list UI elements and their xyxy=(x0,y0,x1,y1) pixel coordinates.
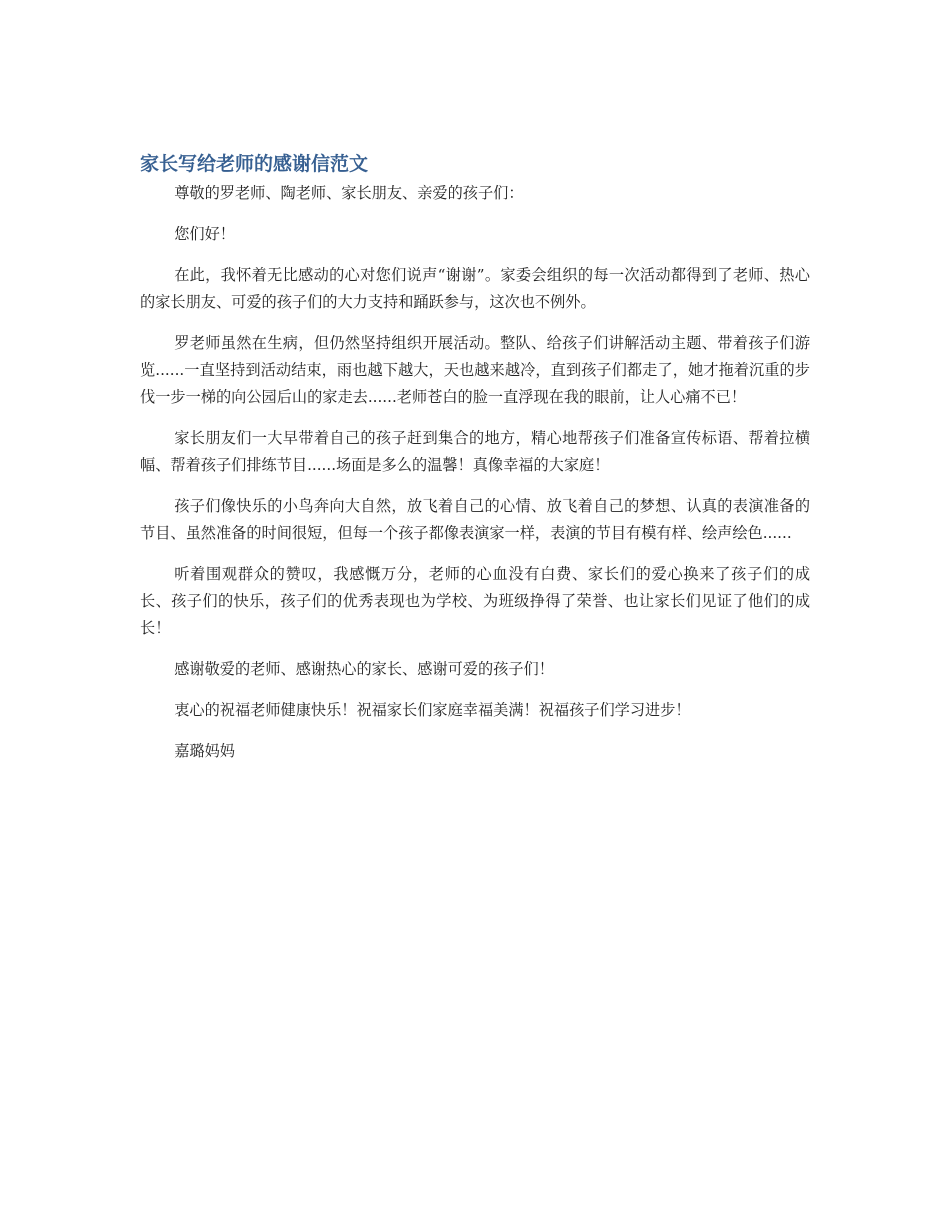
document-title: 家长写给老师的感谢信范文 xyxy=(140,153,369,175)
salutation: 尊敬的罗老师、陶老师、家长朋友、亲爱的孩子们： xyxy=(174,184,524,202)
signature: 嘉璐妈妈 xyxy=(174,742,235,760)
body-paragraph: 家长朋友们一大早带着自己的孩子赶到集合的地方，精心地帮孩子们准备宣传标语、帮着拉横幅、帮着孩子们排练节目......场面是多么的温馨！真像幸福的大家庭！ xyxy=(140,429,810,474)
letter-content xyxy=(140,150,810,779)
body-paragraph: 孩子们像快乐的小鸟奔向大自然，放飞着自己的心情、放飞着自己的梦想、认真的表演准备的节目、虽然准备的时间很短，但每一个孩子都像表演家一样，表演的节目有模有样、绘声绘色...... xyxy=(140,497,810,542)
body-paragraph: 罗老师虽然在生病，但仍然坚持组织开展活动。整队、给孩子们讲解活动主题、带着孩子们游览......一直坚持到活动结束，雨也越下越大，天也越来越冷，直到孩子们都走了，她才拖着沉重的步伐一步一梯的向公园后山的家走去......老师苍白的脸一直浮现在我的眼前，让人心痛不已！ xyxy=(140,334,810,406)
body-paragraph: 听着围观群众的赞叹，我感慨万分，老师的心血没有白费、家长们的爱心换来了孩子们的成长、孩子们的快乐，孩子们的优秀表现也为学校、为班级挣得了荣誉、也让家长们见证了他们的成长！ xyxy=(140,565,810,637)
thanks-line: 感谢敬爱的老师、感谢热心的家长、感谢可爱的孩子们！ xyxy=(174,660,554,678)
greeting: 您们好！ xyxy=(174,225,235,243)
body-paragraph: 在此，我怀着无比感动的心对您们说声“谢谢”。家委会组织的每一次活动都得到了老师、热心的家长朋友、可爱的孩子们的大力支持和踊跃参与，这次也不例外。 xyxy=(140,266,810,311)
wishes-line: 衷心的祝福老师健康快乐！祝福家长们家庭幸福美满！祝福孩子们学习进步！ xyxy=(174,701,691,719)
